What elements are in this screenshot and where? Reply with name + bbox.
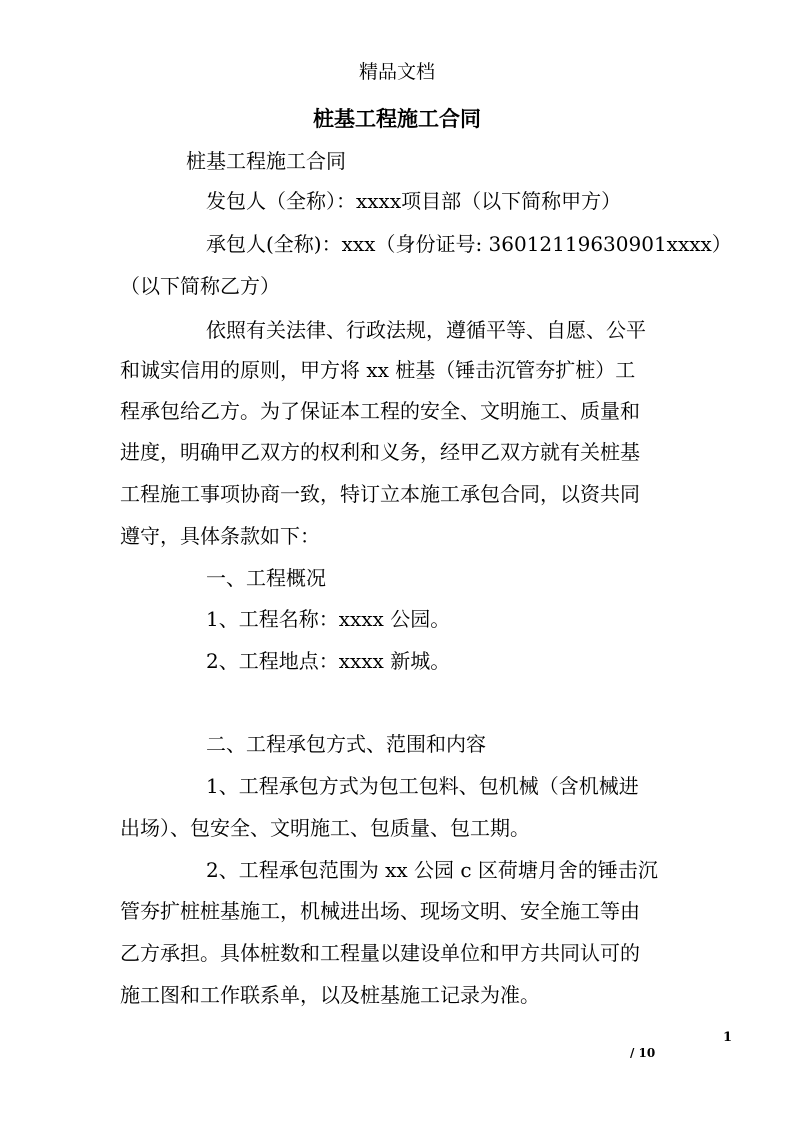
body-line: 乙方承担。具体桩数和工程量以建设单位和甲方共同认可的 xyxy=(120,941,640,965)
section-heading: 一、工程概况 xyxy=(206,566,326,590)
body-line: 工程施工事项协商一致，特订立本施工承包合同，以资共同 xyxy=(120,482,640,506)
body-line: 出场）、包安全、文明施工、包质量、包工期。 xyxy=(120,816,530,840)
body-line: 和诚实信用的原则，甲方将 xx 桩基（锤击沉管夯扩桩）工 xyxy=(120,358,636,382)
body-line: 1、工程承包方式为包工包料、包机械（含机械进 xyxy=(206,774,639,798)
page-number: 1 xyxy=(722,1030,732,1045)
document-title: 桩基工程施工合同 xyxy=(313,106,481,131)
page-total: / 10 xyxy=(630,1046,656,1060)
body-line: 2、工程地点：xxxx 新城。 xyxy=(206,649,451,673)
body-line: 依照有关法律、行政法规，遵循平等、自愿、公平 xyxy=(206,318,646,342)
body-line: 2、工程承包范围为 xx 公园 c 区荷塘月舍的锤击沉 xyxy=(206,858,658,882)
body-line: 遵守，具体条款如下： xyxy=(120,524,320,548)
section-heading: 二、工程承包方式、范围和内容 xyxy=(206,732,486,756)
body-line: 发包人（全称）：xxxx项目部（以下简称甲方） xyxy=(206,189,622,213)
body-line: 1、工程名称：xxxx 公园。 xyxy=(206,607,451,631)
body-line: （以下简称乙方） xyxy=(120,274,280,298)
body-line: 施工图和工作联系单，以及桩基施工记录为准。 xyxy=(120,983,540,1007)
body-line: 管夯扩桩桩基施工，机械进出场、现场文明、安全施工等由 xyxy=(120,899,640,923)
page-header: 精品文档 xyxy=(358,61,435,83)
body-line: 程承包给乙方。为了保证本工程的安全、文明施工、质量和 xyxy=(120,399,640,423)
body-line: 桩基工程施工合同 xyxy=(186,149,346,173)
body-line: 承包人(全称)：xxx（身份证号: 36012119630901xxxx） xyxy=(206,232,732,256)
body-line: 进度，明确甲乙双方的权利和义务，经甲乙双方就有关桩基 xyxy=(120,440,640,464)
